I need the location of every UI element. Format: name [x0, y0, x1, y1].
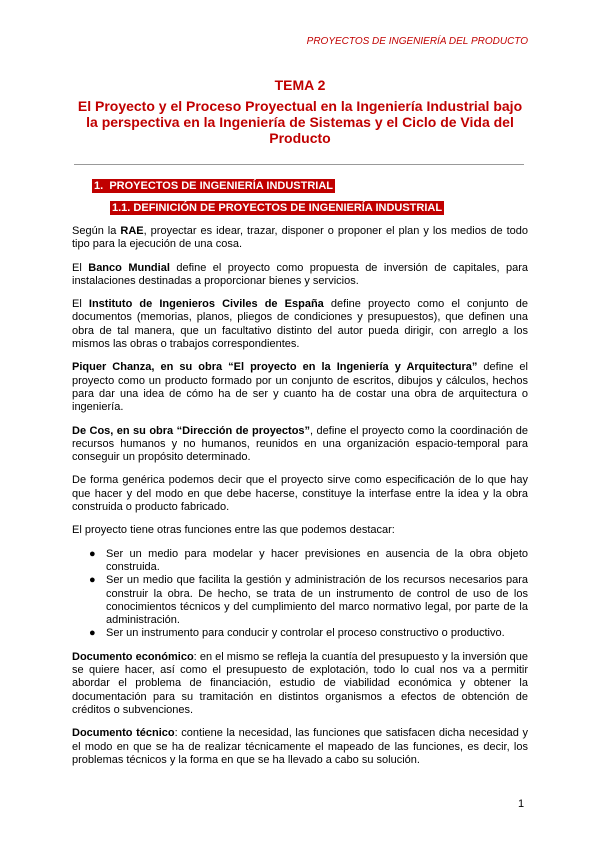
- term-documento-tecnico: Documento técnico: [72, 727, 175, 740]
- text: El: [72, 298, 89, 311]
- list-item-text: Ser un instrumento para conducir y controlar el proceso constructivo o productivo.: [106, 627, 505, 640]
- bullet-icon: ●: [89, 547, 96, 560]
- text: El: [72, 261, 89, 274]
- bullet-icon: ●: [89, 627, 96, 640]
- section-number: 1.: [94, 180, 104, 192]
- section-heading-1-1: [110, 202, 444, 214]
- term-banco-mundial: Banco Mundial: [88, 261, 170, 274]
- term-de-cos: De Cos, en su obra “Dirección de proyectos”: [72, 424, 311, 437]
- list-item: [89, 547, 528, 575]
- text: define proyecto como el conjunto de documentos (memorias, planos, pliegos de condiciones y presupuestos), que definen una obra de tal manera, que un facultativo distinto del autor pueda dirigir, con arreglo a los mismos las obras o trabajos correspondientes.: [72, 298, 528, 351]
- term-rae: RAE: [120, 225, 144, 237]
- list-item: [89, 574, 528, 627]
- subsection-label: DEFINICIÓN DE PROYECTOS DE INGENIERÍA INDUSTRIAL: [133, 202, 443, 214]
- text: Según la: [72, 225, 121, 237]
- title-divider: [74, 164, 524, 165]
- term-instituto: Instituto de Ingenieros Civiles de España: [88, 298, 324, 311]
- list-item: [89, 627, 528, 640]
- running-header: PROYECTOS DE INGENIERÍA DEL PRODUCTO: [306, 36, 528, 47]
- paragraph-documento-tecnico: [72, 727, 528, 767]
- paragraph-piquer: [72, 361, 528, 414]
- list-item-text: Ser un medio que facilita la gestión y administración de los recursos necesarios para construir la obra. De hecho, se trata de un instrumento de control de uso de los conocimientos técnicos y del cumplimiento del marco normativo legal, por parte de la administración.: [106, 574, 528, 627]
- term-documento-economico: Documento económico: [72, 650, 194, 663]
- subsection-number: 1.1.: [112, 202, 131, 214]
- text: , define el proyecto como la coordinación de recursos humanos y no humanos, reunidos en una organización espacio-temporal para conseguir un propósito determinado.: [72, 424, 528, 464]
- text: : en el mismo se refleja la cuantía del presupuesto y la inversión que se quiere hacer, así como el presupuesto de explotación, todo lo cual nos va a permitir abordar el problema de financiación, estudio de viabilidad económica y obtener la documentación para su tramitación en distintos organismos a efectos de obtención de créditos o subvenciones.: [72, 650, 529, 716]
- paragraph-de-cos: [72, 425, 528, 465]
- text: define el proyecto como propuesta de inversión de capitales, para instalaciones destinadas a proporcionar bienes y servicios.: [72, 261, 529, 287]
- paragraph-documento-economico: [72, 651, 528, 717]
- term-piquer: Piquer Chanza, en su obra “El proyecto en la Ingeniería y Arquitectura”: [72, 361, 478, 374]
- section-label: PROYECTOS DE INGENIERÍA INDUSTRIAL: [109, 180, 334, 192]
- text: , proyectar es idear, trazar, disponer o proponer el plan y los medios de todo tipo para la ejecución de una cosa.: [72, 225, 528, 251]
- body-text: [72, 225, 528, 777]
- functions-list: [72, 548, 528, 641]
- text: define el proyecto como un producto formado por un conjunto de escritos, dibujos y cálculos, hechos para dar una idea de cómo ha de ser y cuanto ha de costar una obra de arquitectura o ingeniería.: [72, 361, 528, 414]
- paragraph-funciones: El proyecto tiene otras funciones entre las que podemos destacar:: [72, 524, 395, 537]
- section-heading-1: [92, 180, 335, 192]
- chapter-title: TEMA 2: [274, 77, 326, 93]
- paragraph-instituto: [72, 298, 528, 351]
- list-item-text: Ser un medio para modelar y hacer previsiones en ausencia de la obra objeto construida.: [106, 547, 528, 573]
- text: : contiene la necesidad, las funciones que satisfacen dicha necesidad y el modo en que se ha de realizar técnicamente el mapeado de las funciones, es decir, los problemas técnicos y la forma en que se ha llevado a cabo su solución.: [72, 727, 529, 766]
- bullet-icon: ●: [89, 574, 96, 587]
- paragraph-banco-mundial: [72, 262, 528, 289]
- chapter-subtitle: El Proyecto y el Proceso Proyectual en la Ingeniería Industrial bajo la perspectiva en la Ingeniería de Sistemas y el Ciclo de Vida del Producto: [77, 98, 523, 146]
- paragraph-rae: [72, 225, 528, 252]
- paragraph-generica: De forma genérica podemos decir que el proyecto sirve como especificación de lo que hay que hacer y del modo en que debe hacerse, constituye la interfase entre la idea y la obra construida o producto fabricado.: [72, 474, 528, 514]
- page-number: 1: [518, 798, 525, 810]
